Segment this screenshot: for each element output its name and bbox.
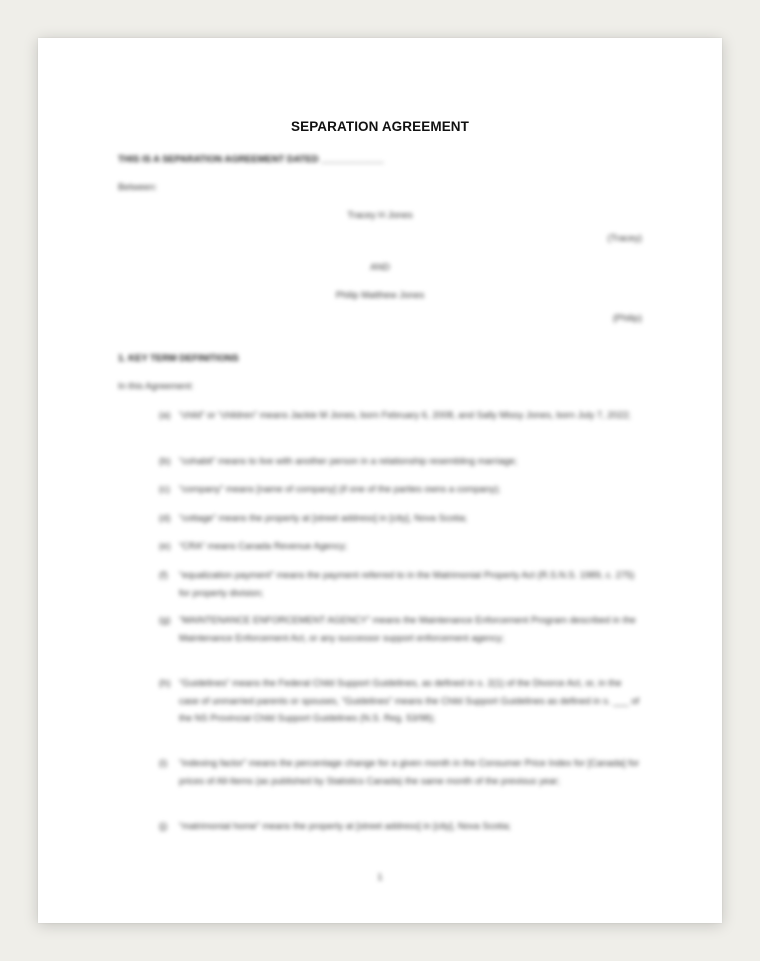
definition-text: “equalization payment” means the payment referred to in the Matrimonial Property Act (R.S.N.S. 1989, c. 275) for property division; — [179, 569, 635, 598]
dated-line: THIS IS A SEPARATION AGREEMENT DATED ____________ — [118, 153, 384, 164]
definition-text: “cottage” means the property at [street address] in [city], Nova Scotia; — [179, 512, 468, 523]
definition-item — [159, 674, 643, 727]
definition-text: “indexing factor” means the percentage change for a given month in the Consumer Price Index for [Canada] for prices of All-Items (as published by Statistics Canada) the same month of the previous year; — [179, 757, 640, 786]
definition-item — [159, 537, 643, 555]
definition-item — [159, 754, 643, 789]
definition-text: “Guidelines” means the Federal Child Support Guidelines, as defined in s. 2(1) of the Divorce Act, or, in the case of unmarried parents or spouses, “Guidelines” means the Child Support Guidelines as defined in s. ___ of the NS Provincial Child Support Guidelines (N.S. Reg. 53/98); — [179, 677, 640, 723]
definition-text: “matrimonial home” means the property at [street address] in [city], Nova Scotia; — [179, 820, 511, 831]
party2-short: (Philip) — [612, 312, 642, 323]
definition-text: “MAINTENANCE ENFORCEMENT AGENCY” means the Maintenance Enforcement Program described in the Maintenance Enforcement Act, or any successor support enforcement agency; — [179, 614, 636, 643]
definition-item — [159, 509, 643, 527]
definition-item — [159, 817, 643, 835]
page-number: 1 — [377, 871, 383, 882]
definition-label: (b) — [159, 455, 171, 466]
definition-label: (a) — [159, 409, 171, 420]
party2-name: Philip Matthew Jones — [335, 289, 425, 300]
definition-label: (d) — [159, 512, 171, 523]
document-title: SEPARATION AGREEMENT — [290, 119, 469, 134]
definition-item — [159, 611, 643, 646]
definition-item — [159, 566, 643, 601]
document-page — [38, 38, 722, 923]
between-label: Between: — [118, 181, 158, 192]
definition-text: “CRA” means Canada Revenue Agency; — [179, 540, 348, 551]
definition-item — [159, 452, 643, 470]
and-label: AND — [370, 261, 390, 272]
document-body — [38, 38, 722, 923]
definition-text: “cohabit” means to live with another person in a relationship resembling marriage; — [179, 455, 518, 466]
definition-label: (e) — [159, 540, 171, 551]
definition-label: (f) — [159, 569, 168, 580]
party1-short: (Tracey) — [607, 232, 642, 243]
section-heading: 1. KEY TERM DEFINITIONS — [118, 352, 239, 363]
definition-label: (c) — [159, 483, 170, 494]
party1-name: Tracey H Jones — [347, 209, 413, 220]
definition-label: (h) — [159, 677, 171, 688]
definition-text: “child” or “children” means Jackie M Jones, born February 6, 2008, and Sally Missy Jones, born July 7, 2022; — [179, 409, 631, 420]
definition-text: “company” means [name of company] (if one of the parties owns a company); — [179, 483, 501, 494]
definition-item — [159, 406, 643, 424]
definition-label: (i) — [159, 757, 168, 768]
definition-label: (g) — [159, 614, 171, 625]
definition-label: (j) — [159, 820, 168, 831]
definition-item — [159, 480, 643, 498]
section-intro: In this Agreement: — [118, 380, 194, 391]
